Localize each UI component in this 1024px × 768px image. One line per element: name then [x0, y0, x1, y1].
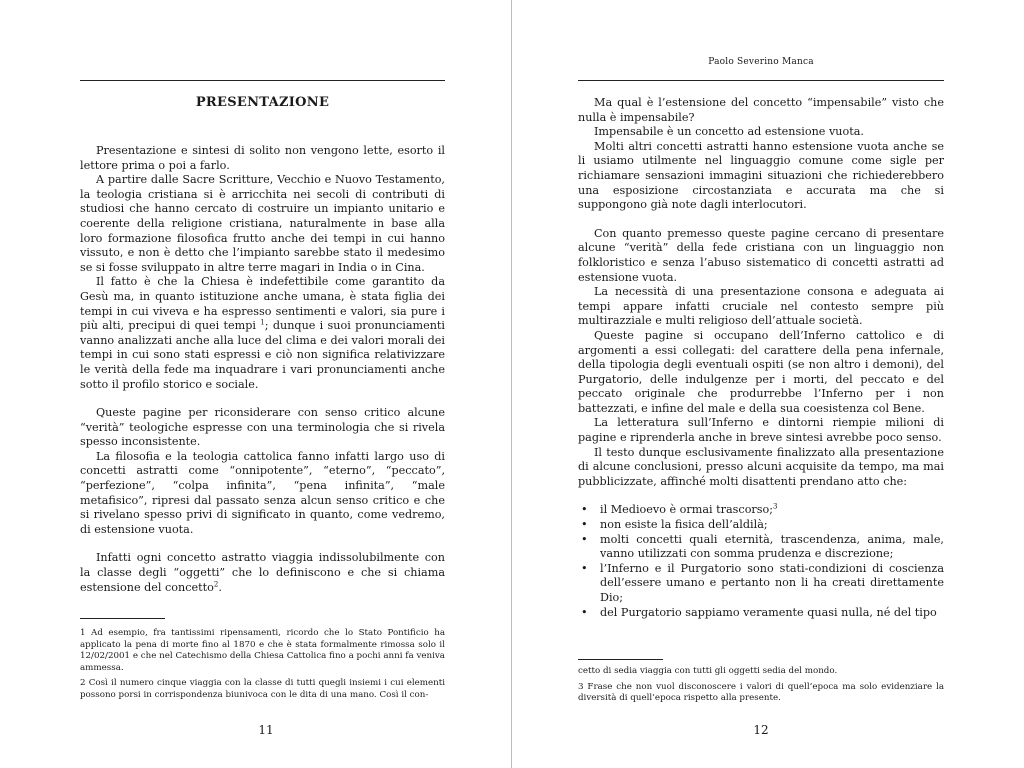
paragraph: La necessità di una presentazione consona e adeguata ai tempi appare infatti cruciale nel contesto sempre più multirazziale e multi religioso dell’attuale società. [578, 285, 944, 328]
list-item [578, 518, 944, 533]
footnotes [80, 628, 445, 706]
page-number: 12 [753, 723, 769, 737]
paragraph: La filosofia e la teologia cattolica fanno infatti largo uso di concetti astratti come “onnipotente”, “eterno”, “peccato”, “perfezione”, “colpa infinita”, “pena infinita”, “male metafisico”, ripresi dal passato senza alcun senso critico e che si rivelano spesso privi di significato in quanto, come vedremo, di estensione vuota. [80, 449, 445, 536]
footnote-rule [578, 659, 663, 660]
body-text [80, 144, 445, 595]
header-rule [578, 80, 944, 81]
footnote-ref: 2 [213, 579, 219, 588]
paragraph: Molti altri concetti astratti hanno estensione vuota anche se li usiamo utilmente nel linguaggio comune come sigle per richiamare sensazioni immagini situazioni che richiederebbero una esposizione circostanziata e accurata ma che si suppongono già note dagli interlocutori. [578, 139, 944, 212]
bullet-icon: • [581, 532, 588, 546]
body-text [578, 96, 944, 620]
paragraph-text: ; dunque i suoi pronunciamenti vanno analizzati anche alla luce del clima e dei valori morali dei tempi in cui sono stati espressi e ciò non significa relativizzare le verità della fede ma inquadrare i vari pronunciamenti anche sotto il profilo storico e sociale. [80, 319, 445, 391]
footnote-ref: 3 [773, 502, 778, 511]
paragraph: A partire dalle Sacre Scritture, Vecchio e Nuovo Testamento, la teologia cristiana si è arricchita nei secoli di contributi di studiosi che hanno cercato di costruire un impianto unitario e coerente della religione cristiana, naturalmente in base alla loro formazione filosofica frutto anche dei tempi in cui hanno vissuto, e non è detto che l’impianto sarebbe stato il medesimo se si fosse sviluppato in altre terre magari in India o in Cina. [80, 173, 445, 274]
paragraph-text: Infatti ogni concetto astratto viaggia indissolubilmente con la classe degli “oggetti” che lo definiscono e che si chiama estensione del concetto [80, 551, 445, 594]
paragraph: Il testo dunque esclusivamente finalizzato alla presentazione di alcune conclusioni, presso alcuni acquisite da tempo, ma mai pubblicizzate, affinché molti disattenti prendano atto che: [578, 445, 944, 488]
paragraph: Queste pagine per riconsiderare con senso critico alcune “verità” teologiche espresse con una terminologia che si rivela spesso inconsistente. [80, 406, 445, 449]
bullet-icon: • [581, 518, 588, 532]
paragraph: La letteratura sull’Inferno e dintorni riempie milioni di pagine e riprenderla anche in breve sintesi avrebbe poco senso. [578, 416, 944, 445]
header-rule [80, 80, 445, 81]
footnote-rule [80, 618, 165, 619]
paragraph: Impensabile è un concetto ad estensione vuota. [594, 125, 864, 139]
running-head: Paolo Severino Manca [708, 57, 814, 67]
paragraph-text: . [218, 580, 222, 594]
paragraph [80, 275, 445, 392]
footnote: cetto di sedia viaggia con tutti gli oggetti sedia del mondo. [578, 666, 838, 676]
bullet-icon: • [581, 561, 588, 575]
list-item [578, 606, 944, 621]
left-page [0, 0, 511, 768]
paragraph: Queste pagine si occupano dell’Inferno cattolico e di argomenti a essi collegati: del carattere della pena infernale, della tipologia degli eventuali ospiti (se non altro i demoni), del Purgatorio, delle indulgenze per i morti, del peccato e del peccato originale che produrrebbe l’Inferno per i non battezzati, e infine del male e della sua coesistenza col Bene. [578, 328, 944, 415]
list-item-text: non esiste la fisica dell’aldilà; [600, 518, 768, 532]
list-item-text: del Purgatorio sappiamo veramente quasi nulla, né del tipo [600, 605, 937, 619]
paragraph [80, 551, 445, 595]
right-page [513, 0, 1024, 768]
footnote: 1 Ad esempio, fra tantissimi ripensamenti, ricordo che lo Stato Pontificio ha applicato la pena di morte fino al 1870 e che è stata formalmente rimossa solo il 12/02/2001 e che nel Catechismo della Chiesa Cattolica fino a pochi anni fa veniva ammessa. [80, 628, 445, 673]
bullet-icon: • [581, 503, 588, 517]
paragraph-text: Il fatto è che la Chiesa è indefettibile come garantito da Gesù ma, in quanto istituzione anche umana, è stata figlia dei tempi in cui viveva e ha espresso sentimenti e valori, sia pure i più alti, precipui di quei tempi [80, 275, 445, 333]
bullet-icon: • [581, 605, 588, 619]
list-item [578, 562, 944, 606]
paragraph: Presentazione e sintesi di solito non vengono lette, esorto il lettore prima o poi a farlo. [80, 144, 445, 172]
list-item [578, 533, 944, 562]
footnote: 2 Così il numero cinque viaggia con la classe di tutti quegli insiemi i cui elementi possono porsi in corrispondenza biunivoca con le dita di una mano. Così il con- [80, 678, 445, 700]
paragraph: Con quanto premesso queste pagine cercano di presentare alcune “verità” della fede cristiana con un linguaggio non folkloristico e senza l’abuso sistematico di concetti astratti ad estensione vuota. [578, 226, 944, 284]
footnotes [578, 666, 944, 709]
bullet-list [578, 503, 944, 620]
footnote: 3 Frase che non vuol disconoscere i valori di quell’epoca ma solo evidenziare la diversità di quell’epoca rispetto alla presente. [578, 681, 944, 704]
page-divider [511, 0, 512, 768]
paragraph: Ma qual è l’estensione del concetto “impensabile” visto che nulla è impensabile? [578, 96, 944, 124]
page-number: 11 [258, 723, 274, 737]
list-item [578, 503, 944, 518]
list-item-text: l’Inferno e il Purgatorio sono stati-condizioni di coscienza dell’essere umano e pertanto non li ha creati direttamente Dio; [600, 561, 944, 604]
list-item-text: molti concetti quali eternità, trascendenza, anima, male, vanno utilizzati con somma prudenza e discrezione; [600, 532, 944, 561]
chapter-title: PRESENTAZIONE [195, 95, 330, 110]
footnote-ref: 1 [260, 318, 265, 327]
list-item-text: il Medioevo è ormai trascorso; [600, 503, 774, 517]
